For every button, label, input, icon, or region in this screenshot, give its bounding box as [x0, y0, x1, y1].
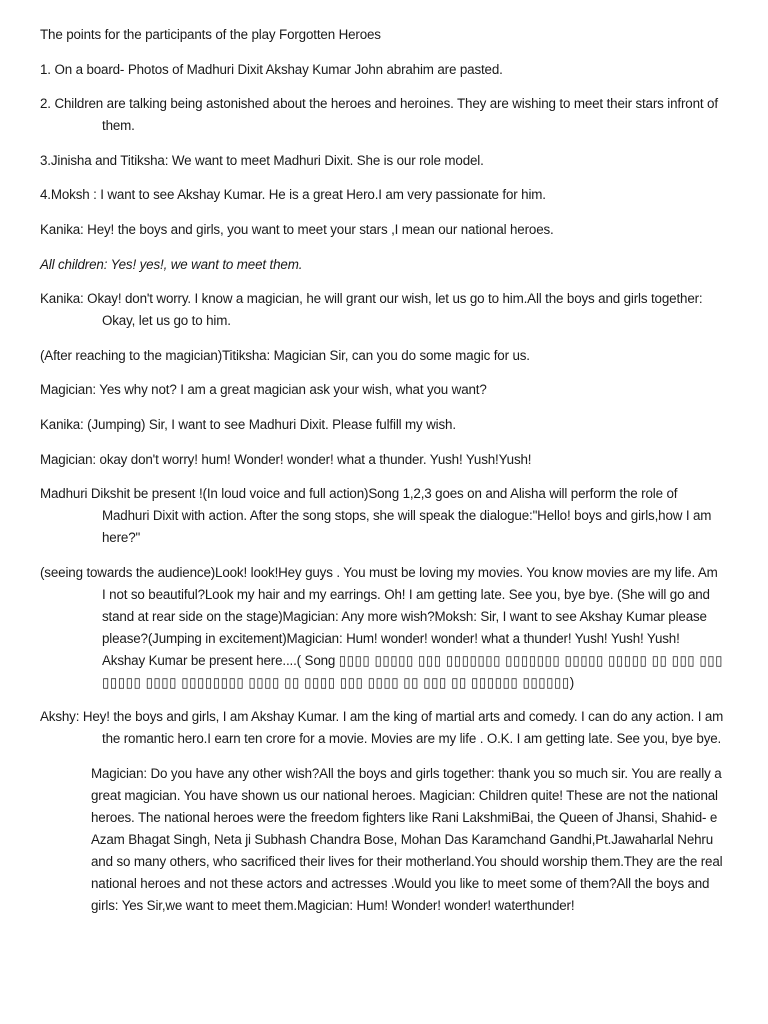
closing-block: Magician: Do you have any other wish?All the boys and girls together: thank you so much sir. You are really a great magician. You have shown us our national heroes. Magician: Children quite! These are not the national heroes. The national heroes were the freedom fighters like Rani LakshmiBai, the Queen of Jhansi, Shahid- e Azam Bhagat Singh, Neta ji Subhash Chandra Bose, Mohan Das Karamchand Gandhi,Pt.Jawaharlal Nehru and so many others, who sacrificed their lives for their motherland.You should worship them.They are the real national heroes and not these actors and actresses .Would you like to meet some of them?All the boys and girls: Yes Sir,we want to meet them.Magician: Hum! Wonder! wonder! waterthunder! — [91, 765, 723, 913]
paragraph-4: 4.Moksh : I want to see Akshay Kumar. He is a great Hero.I am very passionate for him. — [40, 187, 546, 203]
paragraph-magician-1: Magician: Yes why not? I am a great magician ask your wish, what you want? — [40, 382, 487, 398]
paragraph-akshay: Akshy: Hey! the boys and girls, I am Akshay Kumar. I am the king of martial arts and comedy. I can do any action. I am the romantic hero.I earn ten crore for a movie. Movies are my life . O.K. I am getting late. See you, bye bye. — [40, 709, 724, 747]
paragraph-reaching-magician: (After reaching to the magician)Titiksha: Magician Sir, can you do some magic for us. — [40, 347, 530, 363]
paragraph-kanika-2: Kanika: Okay! don't worry. I know a magician, he will grant our wish, let us go to him.All the boys and girls together: Okay, let us go to him. — [40, 291, 703, 329]
paragraph-kanika-1: Kanika: Hey! the boys and girls, you want to meet your stars ,I mean our national heroes. — [40, 221, 554, 237]
paragraph-all-children: All children: Yes! yes!, we want to meet them. — [40, 256, 303, 272]
paragraph-2: 2. Children are talking being astonished about the heroes and heroines. They are wishing to meet their stars infront of them. — [40, 96, 718, 134]
song-glyphs: ▯▯▯▯ ▯▯▯▯▯ ▯▯▯ ▯▯▯▯▯▯▯ ▯▯▯▯▯▯▯ ▯▯▯▯▯ ▯▯▯▯▯ ▯▯ ▯▯▯ ▯▯▯ ▯▯▯▯▯ ▯▯▯▯ ▯▯▯▯▯▯▯▯ ▯▯▯▯ ▯▯ ▯▯▯▯ ▯▯▯ ▯▯▯▯ ▯▯ ▯▯▯ ▯▯ ▯▯▯▯▯▯ ▯▯▯▯▯▯) — [102, 652, 724, 690]
paragraph-magician-2: Magician: okay don't worry! hum! Wonder! wonder! what a thunder. Yush! Yush!Yush! — [40, 451, 532, 467]
paragraph-1: 1. On a board- Photos of Madhuri Dixit Akshay Kumar John abrahim are pasted. — [40, 61, 503, 77]
paragraph-3: 3.Jinisha and Titiksha: We want to meet Madhuri Dixit. She is our role model. — [40, 152, 484, 168]
paragraph-madhuri: Madhuri Dikshit be present !(In loud voice and full action)Song 1,2,3 goes on and Alisha will perform the role of Madhuri Dixit with action. After the song stops, she will speak the dialogue:"Hello! boys and girls,how I am here?" — [40, 486, 712, 546]
audience-text: (seeing towards the audience)Look! look!Hey guys . You must be loving my movies. You know movies are my life. Am I not so beautiful?Look my hair and my earrings. Oh! I am getting late. See you, bye bye. (She will go and stand at rear side on the stage)Magician: Any more wish?Moksh: Sir, I want to see Akshay Kumar please please?(Jumping in excitement)Magician: Hum! wonder! wonder! what a thunder! Yush! Yush! Yush! Akshay Kumar be present here....( Song — [40, 564, 718, 668]
paragraph-audience — [40, 562, 724, 694]
document-title: The points for the participants of the play Forgotten Heroes — [40, 27, 381, 42]
paragraph-kanika-3: Kanika: (Jumping) Sir, I want to see Madhuri Dixit. Please fulfill my wish. — [40, 416, 456, 432]
